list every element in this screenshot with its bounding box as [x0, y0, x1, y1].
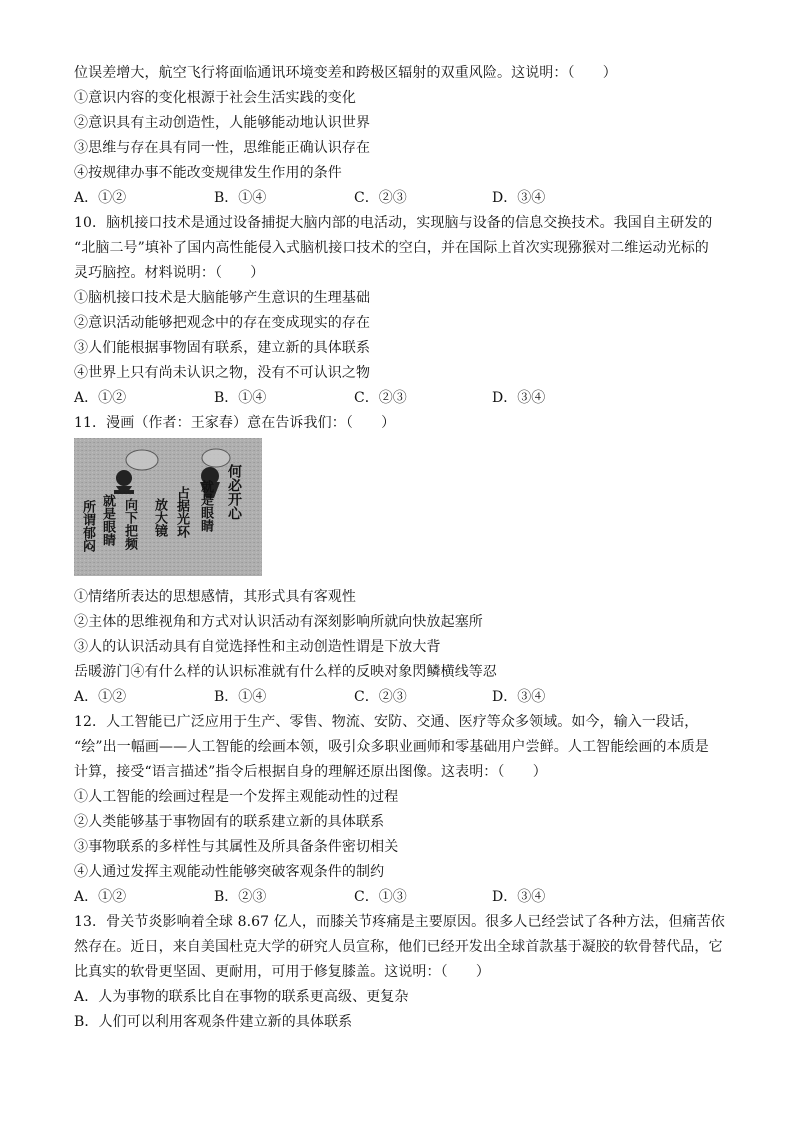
q12-option-c[interactable]: C．①③ — [354, 889, 407, 905]
q11-option-d[interactable]: D．③④ — [492, 689, 546, 705]
cartoon-text-col6: 就是眼睛 — [100, 494, 115, 546]
q11-statement-1: ①情绪所表达的思想感情，其形式具有客观性 — [74, 589, 356, 605]
q9-statement-3: ③思维与存在具有同一性，思维能正确认识存在 — [74, 140, 371, 156]
q9-option-c[interactable]: C．②③ — [354, 190, 407, 206]
q12-option-d[interactable]: D．③④ — [492, 889, 546, 905]
q10-option-d[interactable]: D．③④ — [492, 390, 546, 406]
q11-statement-3: ③人的认识活动具有自觉选择性和主动创造性谓是下放大背 — [74, 639, 441, 655]
cartoon-text-col3: 占据光环 — [174, 486, 189, 538]
q12-statement-2: ②人类能够基于事物固有的联系建立新的具体联系 — [74, 814, 385, 830]
q12-option-b[interactable]: B．②③ — [214, 889, 267, 905]
cartoon-text-col4: 放大镜 — [152, 498, 167, 537]
q11-statement-4: 岳暖游门④有什么样的认识标准就有什么样的反映对象閃鳞横线等忍 — [74, 664, 497, 680]
q9-options — [74, 189, 714, 207]
q13-stem-line-1: 13．骨关节炎影响着全球 8.67 亿人，而膝关节疼痛是主要原因。很多人已经尝试了各种方法，但痛苦依 — [74, 914, 725, 930]
q10-stem-line-3: 灵巧脑控。材料说明：（ ） — [74, 265, 265, 281]
q10-stem-line-1: 10．脑机接口技术是通过设备捕捉大脑内部的电活动，实现脑与设备的信息交换技术。我国自主研发的 — [74, 215, 713, 231]
q9-statement-2: ②意识具有主动创造性，人能够能动地认识世界 — [74, 115, 371, 131]
q12-stem-line-3: 计算，接受“语言描述”指令后根据自身的理解还原出图像。这表明：（ ） — [74, 764, 547, 780]
q11-options — [74, 688, 714, 706]
q11-stem: 11．漫画（作者：王家春）意在告诉我们：（ ） — [74, 415, 396, 431]
q10-option-c[interactable]: C．②③ — [354, 390, 407, 406]
q11-statement-2: ②主体的思维视角和方式对认识活动有深刻影响所就向快放起塞所 — [74, 614, 483, 630]
q10-statement-4: ④世界上只有尚未认识之物，没有不可认识之物 — [74, 365, 371, 381]
q12-stem-line-2: “绘”出一幅画——人工智能的绘画本领，吸引众多职业画师和零基础用户尝鲜。人工智能绘画的本质是 — [74, 739, 709, 755]
q12-option-a[interactable]: A．①② — [74, 889, 127, 905]
q9-option-a[interactable]: A．①② — [74, 190, 127, 206]
q13-stem-line-2: 然存在。近日，来自美国杜克大学的研究人员宣称，他们已经开发出全球首款基于凝胶的软骨替代品，它 — [74, 939, 723, 955]
q13-option-b[interactable]: B．人们可以利用客观条件建立新的具体联系 — [74, 1014, 353, 1030]
q10-statement-1: ①脑机接口技术是大脑能够产生意识的生理基础 — [74, 290, 371, 306]
q9-option-d[interactable]: D．③④ — [492, 190, 546, 206]
q11-option-c[interactable]: C．②③ — [354, 689, 407, 705]
q10-option-a[interactable]: A．①② — [74, 390, 127, 406]
cartoon-image — [74, 438, 262, 576]
q10-statement-3: ③人们能根据事物固有联系，建立新的具体联系 — [74, 340, 371, 356]
q11-option-b[interactable]: B．①④ — [214, 689, 267, 705]
q12-statement-3: ③事物联系的多样性与其属性及所具备条件密切相关 — [74, 839, 399, 855]
cartoon-text-right-column: 何必开心 — [226, 464, 242, 520]
q12-statement-1: ①人工智能的绘画过程是一个发挥主观能动性的过程 — [74, 789, 399, 805]
cartoon-text-col5: 向下把频 — [122, 498, 137, 550]
q10-option-b[interactable]: B．①④ — [214, 390, 267, 406]
q12-options — [74, 888, 714, 906]
q11-option-a[interactable]: A．①② — [74, 689, 127, 705]
q10-stem-line-2: “北脑二号”填补了国内高性能侵入式脑机接口技术的空白，并在国际上首次实现猕猴对二维运动光标的 — [74, 240, 709, 256]
q10-options — [74, 389, 714, 407]
q9-stem-continuation: 位误差增大，航空飞行将面临通讯环境变差和跨极区辐射的双重风险。这说明：（ ） — [74, 65, 617, 81]
q13-stem-line-3: 比真实的软骨更坚固、更耐用，可用于修复膝盖。这说明：（ ） — [74, 964, 490, 980]
q9-statement-4: ④按规律办事不能改变规律发生作用的条件 — [74, 165, 342, 181]
q10-statement-2: ②意识活动能够把观念中的存在变成现实的存在 — [74, 315, 371, 331]
q12-stem-line-1: 12．人工智能已广泛应用于生产、零售、物流、安防、交通、医疗等众多领域。如今，输入一段话， — [74, 714, 699, 730]
cartoon-text-col7: 所谓郁闷 — [80, 500, 95, 552]
q13-option-a[interactable]: A．人为事物的联系比自在事物的联系更高级、更复杂 — [74, 989, 409, 1005]
q9-option-b[interactable]: B．①④ — [214, 190, 267, 206]
q9-statement-1: ①意识内容的变化根源于社会生活实践的变化 — [74, 90, 356, 106]
cartoon-text-col2: 就是眼睛 — [198, 480, 213, 532]
q12-statement-4: ④人通过发挥主观能动性能够突破客观条件的制约 — [74, 864, 385, 880]
